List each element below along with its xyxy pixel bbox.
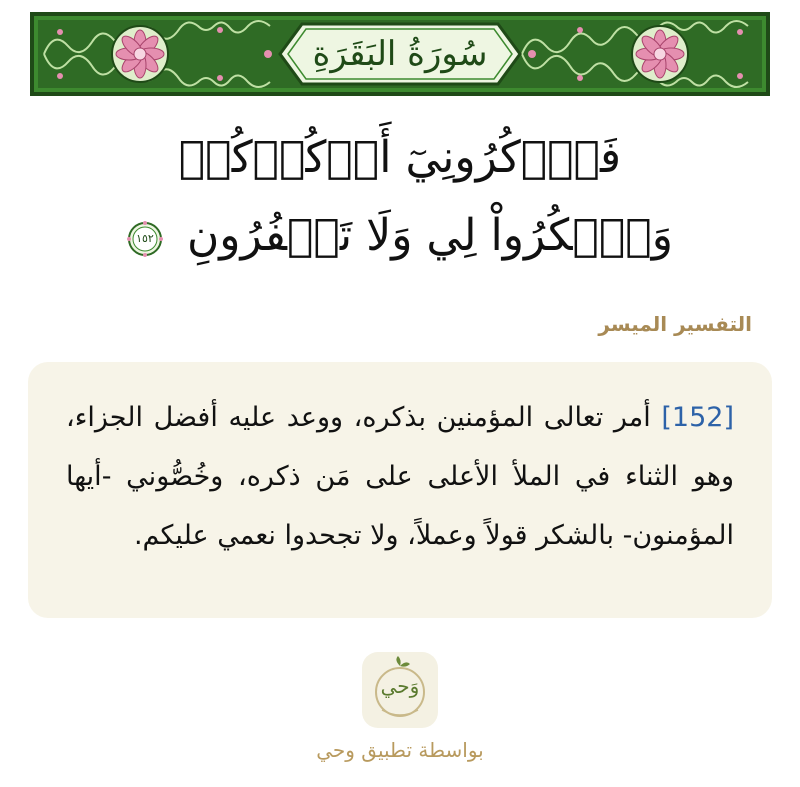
- verse-reference: [152]: [661, 402, 734, 433]
- tafsir-paragraph: [66, 388, 734, 565]
- surah-title: سُورَةُ البَقَرَةِ: [312, 34, 488, 74]
- tafsir-heading: التفسير الميسر: [598, 312, 752, 336]
- ayah-number-marker: [127, 221, 163, 257]
- verse-line-1-text: فَٱذۡكُرُونِيٓ أَذۡكُرۡكُمۡ: [178, 132, 622, 183]
- tafsir-text: أمر تعالى المؤمنين بذكره، ووعد عليه أفضل الجزاء، وهو الثناء في الملأ الأعلى على مَن ذكره، وخُصُّوني -أيها المؤمنون- بالشكر قولاً وعملاً، ولا تجحدوا نعمي عليكم.: [66, 402, 734, 551]
- surah-header: [30, 12, 770, 96]
- app-logo: [362, 652, 438, 728]
- verse-line-2: [0, 206, 800, 266]
- tafsir-box: [28, 362, 772, 618]
- verse-line-2-text: وَٱشۡكُرُواْ لِي وَلَا تَكۡفُرُونِ: [186, 210, 674, 261]
- verse-line-1: [0, 128, 800, 188]
- app-credit: بواسطة تطبيق وحي: [316, 738, 484, 762]
- ayah-number: ١٥٢: [136, 231, 154, 245]
- logo-text: وَحي: [380, 674, 420, 698]
